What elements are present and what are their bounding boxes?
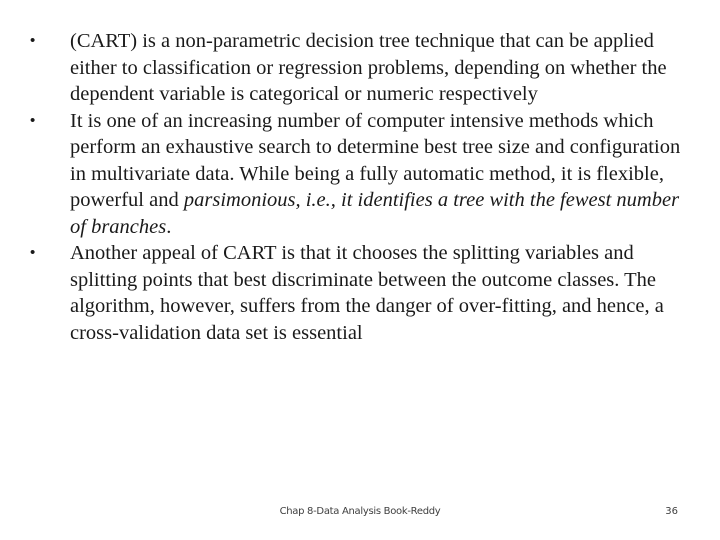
bullet-marker: • [30,32,36,49]
footer-source-text: Chap 8-Data Analysis Book-Reddy [279,506,441,517]
bullet-text: (CART) is a non-parametric decision tree technique that can be applied either to classification or regression problems, depending on whether the dependent variable is categorical or numeric respectively [70,30,667,105]
bullet-marker: • [30,244,36,261]
bullet-item-cart-definition [30,28,690,108]
bullet-list [30,28,690,346]
page-number: 36 [665,506,678,517]
bullet-item-another-appeal [30,240,690,346]
bullet-text: It is one of an increasing number of computer intensive methods which perform an exhaustive search to determine best tree size and configuration in multivariate data. While being a fully automatic method, it is flexible, powerful and [70,109,681,211]
bullet-trailing-text: . [166,215,172,238]
bullet-italic-text: parsimonious, i.e., it identifies a tree with the fewest number of branches [70,189,680,238]
bullet-marker: • [30,111,36,129]
bullet-item-computer-intensive [30,108,690,241]
bullet-text: Another appeal of CART is that it chooses the splitting variables and splitting points that best discriminate between the outcome classes. The algorithm, however, suffers from the danger of over-fitting, and hence, a cross-validation data set is essential [70,242,664,344]
